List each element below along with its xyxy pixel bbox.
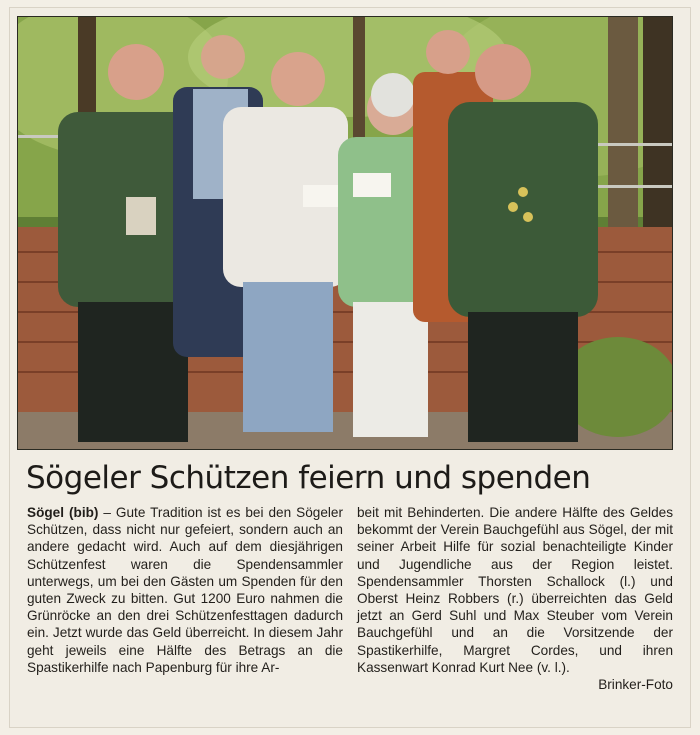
article-body-left: – Gute Tradition ist es bei den Sögeler Schützen, dass nicht nur gefeiert, sondern auch an andere gedacht wird. Auch auf dem diesjährigen Schützenfest waren die Spendensammler unterwegs, um bei den Gästen um Spenden für den guten Zweck zu bitten. Gut 1200 Euro nahmen die Grünröcke an den drei Schützenfesttagen dadurch ein. Jetzt wurde das Geld überreicht. In diesem Jahr geht jeweils eine Hälfte des Betrags an die Spastikerhilfe nach Papenburg für ihre Ar- xyxy=(27,505,343,675)
article-headline: Sögeler Schützen feiern und spenden xyxy=(26,460,591,496)
article-column-right xyxy=(357,504,673,693)
article-dateline: Sögel (bib) xyxy=(27,505,99,520)
article-body-right: beit mit Behinderten. Die andere Hälfte des Geldes bekommt der Verein Bauchgefühl aus Sögel, der mit seiner Arbeit Hilfe für sozial benachteiligte Kinder und Jugendliche aus der Region leistet. Spendensammler Thorsten Schallock (l.) und Oberst Heinz Robbers (r.) überreichten das Geld jetzt an Gerd Suhl und Max Steuber vom Verein Bauchgefühl und an die Vorsitzende der Spastikerhilfe, Margret Cordes, und ihren Kassenwart Konrad Kurt Nee (v. l.). xyxy=(357,505,673,675)
photo-credit: Brinker-Foto xyxy=(598,677,673,693)
article-column-left xyxy=(27,504,343,676)
group-photo-illustration xyxy=(18,17,672,449)
article-photo xyxy=(17,16,673,450)
